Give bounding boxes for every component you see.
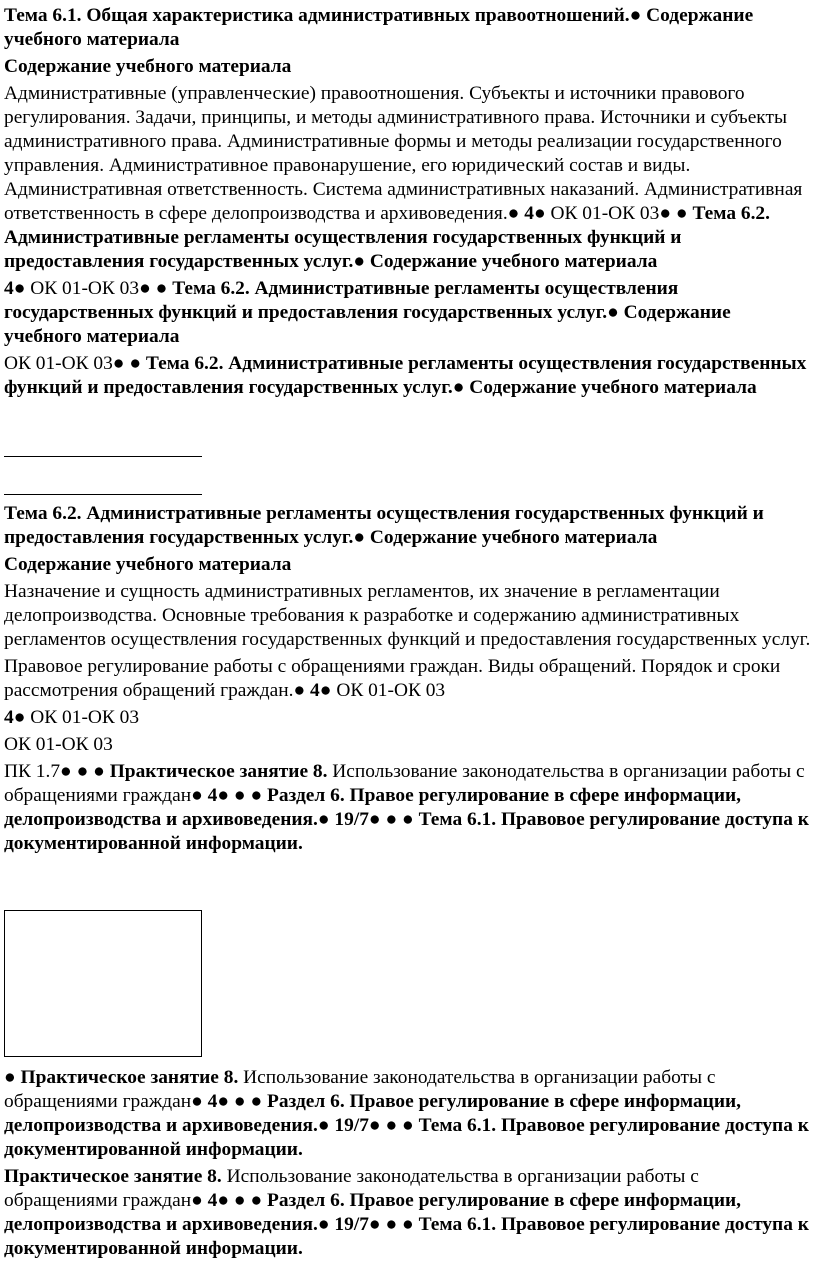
body-text: Правовое регулирование работы с обращениями граждан. Виды обращений. Порядок и сроки рассмотрения обращений граждан.● [4,656,781,701]
practical-lesson-label: ● Практическое занятие 8. [4,1067,239,1088]
content-paragraph [4,760,812,856]
hours-value: 4● [4,278,31,299]
section-title-text: 4● ● ● Раздел 6. Правое регулирование в сфере информации, делопроизводства и архивоведения.● 19/7● ● ● Тема 6.1. Правовое регулирование доступа к документированной информации. [4,785,809,854]
section-practical-8 [4,1066,812,1264]
content-paragraph [4,706,812,730]
competency-text: ОК 01-ОК 03● [30,278,156,299]
content-paragraph: Назначение и сущность административных регламентов, их значение в регламентации делопроизводства. Основные требования к разработке и содержанию административных регламентов осуществления государственных функций и предоставления государственных услуг. [4,581,811,650]
hours-value: 4● [310,680,337,701]
next-topic-text: ● Тема 6.2. Административные регламенты осуществления государственных функций и предоставления государственных услуг.● Содержание учебного материала [4,203,770,272]
section-subheading [4,55,812,79]
heading-text: Тема 6.2. Административные регламенты осуществления государственных функций и предоставления государственных услуг.● Содержание учебного материала [4,503,764,548]
content-paragraph [4,1165,812,1261]
empty-frame [4,910,202,1057]
competency-text: ОК 01-ОК 03 [30,707,140,728]
divider-line [4,456,202,457]
subheading-text: Содержание учебного материала [4,554,292,575]
divider-line [4,494,202,495]
body-text: Использование законодательства в организации работы с обращениями граждан● [4,1067,716,1112]
practical-lesson-label: Практическое занятие 8. [4,1166,222,1187]
hours-value: 4● [519,203,551,224]
competency-text: ПК 1.7● [4,761,77,782]
body-text: Административные (управленческие) правоотношения. Субъекты и источники правового регулирования. Задачи, принципы, и методы административного права. Источники и субъекты административного права. Административные формы и методы реализации государственного управления. Административное правонарушение, его юридический состав и виды. Административная ответственность. Система административных наказаний. Административная ответственность в сфере делопроизводства и архивоведения.● [4,83,803,224]
section-heading [4,4,812,52]
body-text: Использование законодательства в организации работы с обращениями граждан● [4,761,805,806]
section-topic-6-1 [4,4,812,403]
section-title-text: 4● ● ● Раздел 6. Правое регулирование в сфере информации, делопроизводства и архивоведения.● 19/7● ● ● Тема 6.1. Правовое регулирование доступа к документированной информации. [4,1091,809,1160]
practical-lesson-label: ● ● Практическое занятие 8. [76,761,328,782]
section-title-text: 4● ● ● Раздел 6. Правое регулирование в сфере информации, делопроизводства и архивоведения.● 19/7● ● ● Тема 6.1. Правовое регулирование доступа к документированной информации. [4,1190,809,1259]
section-heading [4,502,812,550]
hours-value: 4● [4,707,31,728]
content-paragraph [4,655,812,703]
content-paragraph [4,352,812,400]
content-paragraph [4,1066,812,1162]
competency-text: ОК 01-ОК 03● [550,203,676,224]
competency-text: ОК 01-ОК 03● [4,353,130,374]
body-text: Использование законодательства в организации работы с обращениями граждан● [4,1166,699,1211]
next-topic-text: ● Тема 6.2. Административные регламенты осуществления государственных функций и предоставления государственных услуг.● Содержание учебного материала [4,353,807,398]
competency-text: ОК 01-ОК 03 [336,680,446,701]
content-paragraph [4,277,812,349]
subheading-text: Содержание учебного материала [4,56,292,77]
next-topic-text: ● Тема 6.2. Административные регламенты осуществления государственных функций и предоставления государственных услуг.● Содержание учебного материала [4,278,731,347]
content-paragraph: ОК 01-ОК 03 [4,734,113,755]
section-topic-6-2 [4,502,812,856]
section-subheading [4,553,812,577]
heading-text: Тема 6.1. Общая характеристика административных правоотношений.● Содержание учебного материала [4,5,754,50]
content-paragraph [4,82,812,274]
